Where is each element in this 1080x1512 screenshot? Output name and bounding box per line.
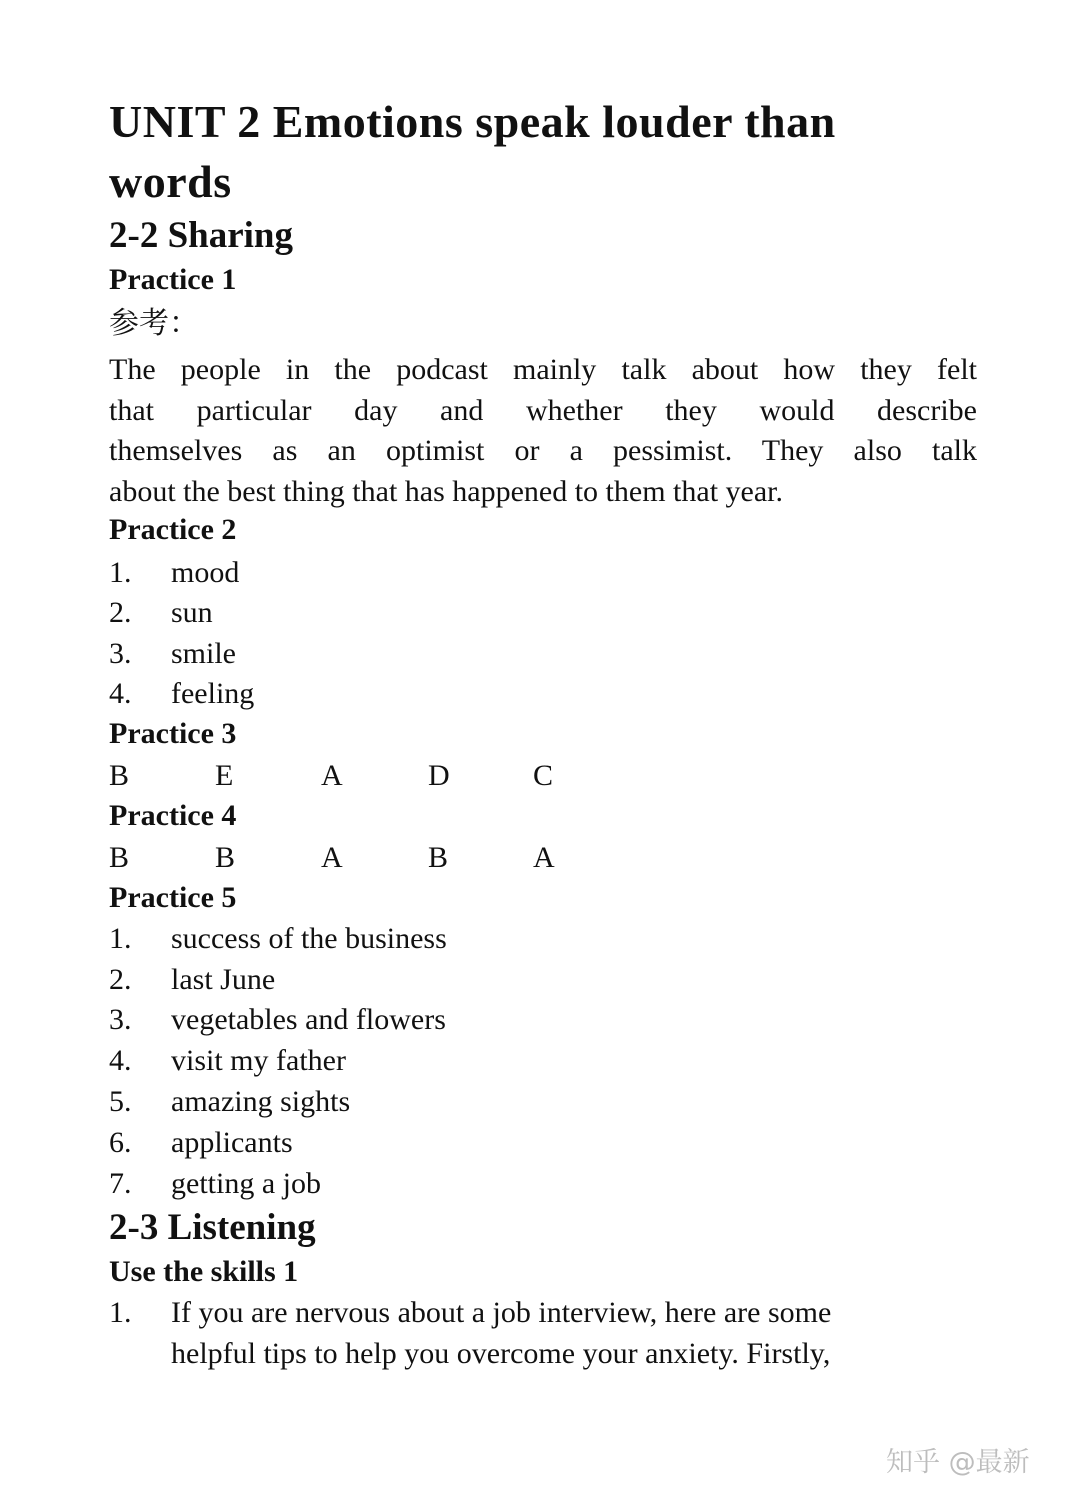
list-item-number: 1. <box>109 556 132 589</box>
unit-title: UNIT 2 Emotions speak louder than words <box>109 96 836 207</box>
list-item-number: 5. <box>109 1085 132 1118</box>
list-item-number: 3. <box>109 1003 132 1036</box>
list-item: vegetables and flowers <box>171 1003 446 1036</box>
list-item-number: 3. <box>109 637 132 670</box>
list-item: success of the business <box>171 922 447 955</box>
list-item-line: helpful tips to help you overcome your anxiety. Firstly, <box>171 1337 831 1370</box>
practice-2-heading: Practice 2 <box>109 513 237 546</box>
practice-5-heading: Practice 5 <box>109 881 237 914</box>
answer-letter: B <box>215 841 236 874</box>
list-item-number: 2. <box>109 963 132 996</box>
paragraph-line: that particular day and whether they would describe <box>109 393 977 427</box>
answer-letter: B <box>109 841 130 874</box>
practice-1-paragraph <box>109 350 977 513</box>
watermark: 知乎 @最新 <box>886 1447 1030 1478</box>
list-item-number: 4. <box>109 1044 132 1077</box>
paragraph-line: The people in the podcast mainly talk about how they felt <box>109 353 977 386</box>
list-item-number: 1. <box>109 1296 132 1329</box>
list-item: getting a job <box>171 1167 321 1200</box>
answer-letter: C <box>533 759 554 792</box>
list-item: amazing sights <box>171 1085 351 1118</box>
list-item-number: 2. <box>109 596 132 629</box>
list-item: applicants <box>171 1126 293 1159</box>
list-item: mood <box>171 556 240 589</box>
list-item-number: 7. <box>109 1167 132 1200</box>
list-item-line: If you are nervous about a job interview, here are some <box>171 1296 832 1329</box>
list-item-number: 1. <box>109 922 132 955</box>
list-item: smile <box>171 637 236 670</box>
answer-letter: E <box>215 759 234 792</box>
section-heading-listening: 2-3 Listening <box>109 1207 316 1248</box>
answer-letter: A <box>321 759 343 792</box>
list-item: visit my father <box>171 1044 346 1077</box>
list-item: sun <box>171 596 213 629</box>
list-item: feeling <box>171 677 255 710</box>
answer-letter: B <box>109 759 130 792</box>
paragraph-line: themselves as an optimist or a pessimist. They also talk <box>109 434 977 468</box>
answer-letter: A <box>321 841 343 874</box>
section-heading-sharing: 2-2 Sharing <box>109 215 294 256</box>
answer-letter: B <box>428 841 449 874</box>
practice-1-heading: Practice 1 <box>109 263 237 296</box>
list-item-number: 6. <box>109 1126 132 1159</box>
answer-letter: A <box>533 841 555 874</box>
reference-label: 参考： <box>109 307 199 340</box>
list-item: last June <box>171 963 276 996</box>
practice-4-heading: Practice 4 <box>109 799 237 832</box>
paragraph-line: about the best thing that has happened to them that year. <box>109 475 783 509</box>
list-item-number: 4. <box>109 677 132 710</box>
use-the-skills-heading: Use the skills 1 <box>109 1255 299 1288</box>
answer-letter: D <box>428 759 450 792</box>
practice-3-heading: Practice 3 <box>109 717 237 750</box>
